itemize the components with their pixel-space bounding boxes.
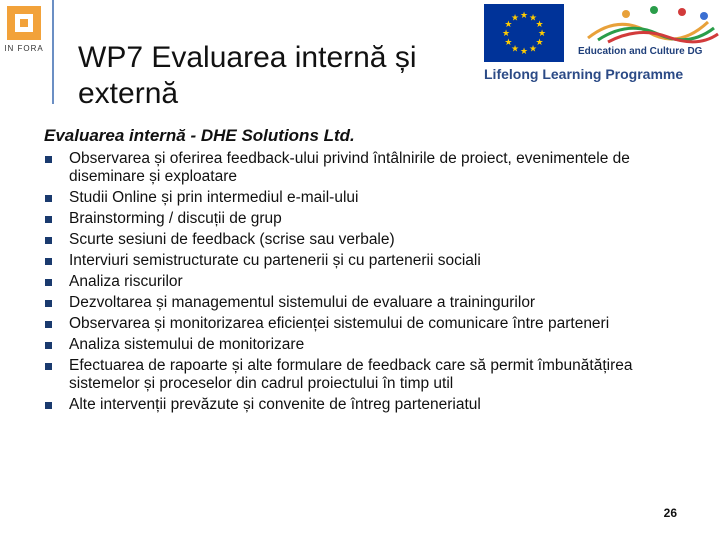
bullet-item: Interviuri semistructurate cu partenerii și cu partenerii sociali — [44, 252, 694, 270]
education-culture-figures-icon — [578, 4, 720, 44]
slide-subtitle: Evaluarea internă - DHE Solutions Ltd. — [44, 126, 355, 145]
bullet-item: Observarea și monitorizarea eficienței sistemului de comunicare între parteneri — [44, 315, 694, 333]
square-bullet-icon — [45, 195, 52, 202]
bullet-item: Dezvoltarea și managementul sistemului de evaluare a trainingurilor — [44, 294, 694, 312]
eu-star-icon: ★ — [510, 12, 520, 23]
square-bullet-icon — [45, 363, 52, 370]
eu-programme-banner — [478, 2, 720, 92]
bullet-item: Analiza sistemului de monitorizare — [44, 336, 694, 354]
eu-star-icon: ★ — [501, 28, 511, 38]
square-bullet-icon — [45, 300, 52, 307]
eu-star-icon: ★ — [504, 37, 513, 47]
square-bullet-icon — [45, 156, 52, 163]
slide-title: WP7 Evaluarea internă și externă — [78, 41, 417, 110]
eu-star-icon: ★ — [528, 43, 538, 54]
bullet-item: Brainstorming / discuții de grup — [44, 210, 694, 228]
eu-star-icon: ★ — [510, 43, 520, 54]
bullet-item: Observarea și oferirea feedback-ului privind întâlnirile de proiect, evenimentele de diseminare și exploatare — [44, 150, 694, 185]
square-bullet-icon — [45, 321, 52, 328]
side-divider-line — [52, 0, 54, 104]
dg-label: Education and Culture DG — [578, 46, 703, 57]
eu-star-icon: ★ — [537, 28, 547, 38]
square-bullet-icon — [45, 237, 52, 244]
page-number: 26 — [663, 506, 677, 520]
bullet-item: Efectuarea de rapoarte și alte formulare de feedback care să permit îmbunătățirea sistemelor și proceselor din cadrul proiectului în timp util — [44, 357, 694, 392]
eu-star-icon: ★ — [519, 10, 529, 20]
square-bullet-icon — [45, 342, 52, 349]
square-bullet-icon — [45, 258, 52, 265]
square-bullet-icon — [45, 279, 52, 286]
logo-mark-icon — [7, 6, 41, 40]
eu-star-icon: ★ — [519, 46, 529, 56]
inforaa-logo — [2, 4, 46, 60]
bullet-item: Alte intervenții prevăzute și convenite de întreg parteneriatul — [44, 396, 694, 414]
eu-star-icon: ★ — [535, 19, 544, 29]
square-bullet-icon — [45, 216, 52, 223]
square-bullet-icon — [45, 402, 52, 409]
eu-star-icon: ★ — [535, 37, 544, 47]
eu-flag-icon — [484, 4, 564, 62]
programme-label: Lifelong Learning Programme — [484, 66, 684, 82]
eu-star-icon: ★ — [528, 12, 538, 23]
bullet-list — [44, 150, 694, 417]
bullet-item: Studii Online și prin intermediul e-mail-ului — [44, 189, 694, 207]
bullet-item: Analiza riscurilor — [44, 273, 694, 291]
eu-star-icon: ★ — [504, 19, 513, 29]
logo-text: IN FORA — [4, 44, 44, 53]
bullet-item: Scurte sesiuni de feedback (scrise sau verbale) — [44, 231, 694, 249]
